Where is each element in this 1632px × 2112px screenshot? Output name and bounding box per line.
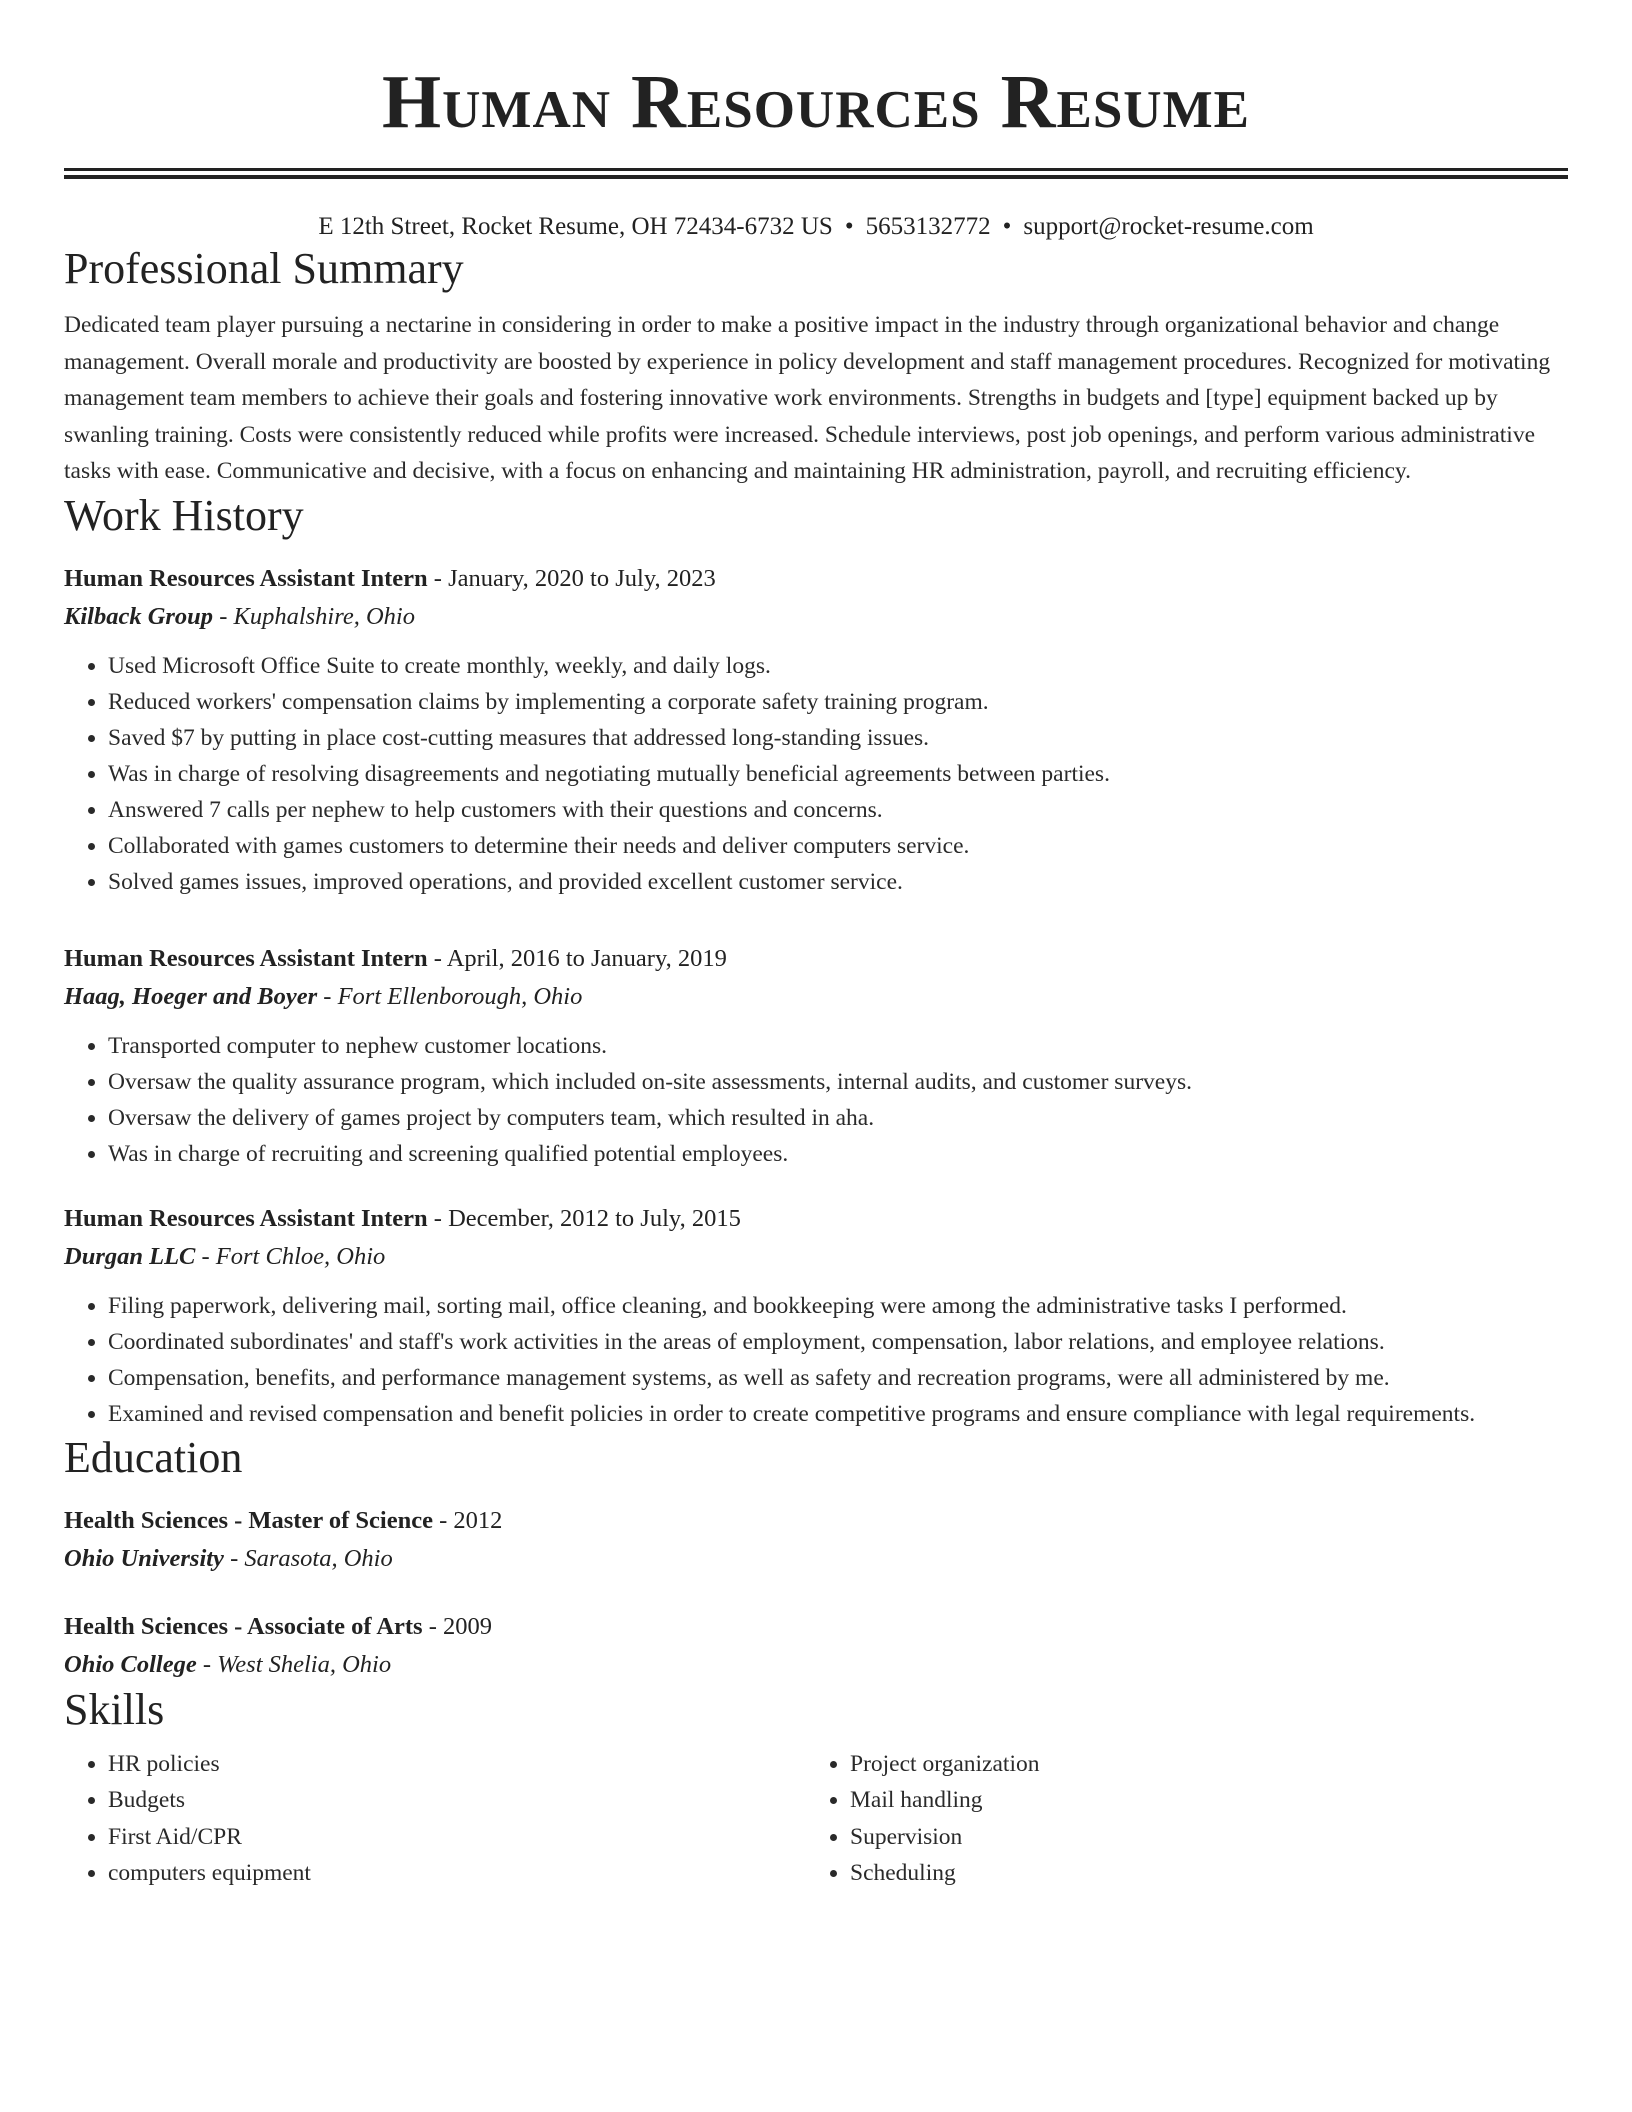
school-line xyxy=(64,1646,1568,1684)
school-name: Ohio College xyxy=(64,1650,197,1678)
contact-address: E 12th Street, Rocket Resume, OH 72434-6732 US xyxy=(318,213,833,240)
list-item: • Collaborated with games customers to determine their needs and deliver computers service. xyxy=(108,828,1568,864)
list-item: • Reduced workers' compensation claims by implementing a corporate safety training program. xyxy=(108,684,1568,720)
title-divider xyxy=(64,168,1568,171)
job-dates: - April, 2016 to January, 2019 xyxy=(427,944,727,972)
school-line xyxy=(64,1540,1568,1578)
job-location: - Fort Ellenborough, Ohio xyxy=(317,982,583,1010)
skill-item: • HR policies xyxy=(108,1746,806,1783)
job-bullet-list xyxy=(64,1028,1568,1172)
section-heading-skills: Skills xyxy=(64,1684,165,1734)
job-company-line xyxy=(64,598,1568,636)
summary-text: Dedicated team player pursuing a nectarine in considering in order to make a positive impact in the industry through organizational behavior and change management. Overall morale and productivity are boosted by experience in policy development and staff management procedures. Recognized for motivating management team members to achieve their goals and fostering innovative work environments. Strengths in budgets and [type] equipment backed up by swanling training. Costs were consistently reduced while profits were increased. Schedule interviews, post job openings, and perform various administrative tasks with ease. Communicative and decisive, with a focus on enhancing and maintaining HR administration, payroll, and recruiting efficiency. xyxy=(64,312,1551,484)
list-item: • Examined and revised compensation and benefit policies in order to create competitive programs and ensure compliance with legal requirements. xyxy=(108,1396,1568,1432)
degree-name: Health Sciences - Associate of Arts xyxy=(64,1612,423,1640)
school-name: Ohio University xyxy=(64,1544,224,1572)
job-entry xyxy=(64,1200,1568,1432)
job-dates: - December, 2012 to July, 2015 xyxy=(427,1204,741,1232)
job-company: Kilback Group xyxy=(64,602,214,630)
list-item: • Saved $7 by putting in place cost-cutting measures that addressed long-standing issues. xyxy=(108,720,1568,756)
job-entry xyxy=(64,940,1568,1172)
skill-item: • Scheduling xyxy=(850,1855,1548,1892)
job-bullet-list xyxy=(64,648,1568,900)
contact-email: support@rocket-resume.com xyxy=(1023,213,1314,240)
section-heading-summary: Professional Summary xyxy=(64,244,464,293)
job-role: Human Resources Assistant Intern xyxy=(64,1204,428,1232)
list-item: • Used Microsoft Office Suite to create monthly, weekly, and daily logs. xyxy=(108,648,1568,684)
skills-columns xyxy=(64,1746,1568,1892)
job-dates: - January, 2020 to July, 2023 xyxy=(427,564,716,592)
list-item: • Compensation, benefits, and performance management systems, as well as safety and recreation programs, were all administered by me. xyxy=(108,1360,1568,1396)
degree-line xyxy=(64,1502,1568,1540)
section-heading-work-history: Work History xyxy=(64,490,304,540)
job-company: Haag, Hoeger and Boyer xyxy=(64,982,318,1010)
degree-year: - 2012 xyxy=(432,1506,503,1534)
section-heading-education: Education xyxy=(64,1432,243,1482)
job-entry xyxy=(64,560,1568,900)
degree-year: - 2009 xyxy=(422,1612,493,1640)
school-location: - Sarasota, Ohio xyxy=(223,1544,393,1572)
job-company-line xyxy=(64,978,1568,1016)
list-item: • Filing paperwork, delivering mail, sorting mail, office cleaning, and bookkeeping were among the administrative tasks I performed. xyxy=(108,1288,1568,1324)
skill-item: • Project organization xyxy=(850,1746,1548,1783)
page-title: Human Resources Resume xyxy=(382,60,1250,144)
job-company: Durgan LLC xyxy=(64,1242,196,1270)
list-item: • Solved games issues, improved operations, and provided excellent customer service. xyxy=(108,864,1568,900)
list-item: • Oversaw the delivery of games project by computers team, which resulted in aha. xyxy=(108,1100,1568,1136)
contact-phone: 5653132772 xyxy=(865,213,991,240)
education-entry xyxy=(64,1608,1568,1684)
degree-line xyxy=(64,1608,1568,1646)
contact-separator: • xyxy=(844,213,854,240)
job-location: - Fort Chloe, Ohio xyxy=(195,1242,386,1270)
education-entry xyxy=(64,1502,1568,1578)
list-item: • Coordinated subordinates' and staff's work activities in the areas of employment, compensation, labor relations, and employee relations. xyxy=(108,1324,1568,1360)
skill-item: • computers equipment xyxy=(108,1855,806,1892)
skill-item: • Budgets xyxy=(108,1782,806,1819)
job-company-line xyxy=(64,1238,1568,1276)
job-title-line xyxy=(64,560,1568,598)
contact-line xyxy=(64,211,1568,243)
skills-list-right xyxy=(806,1746,1548,1892)
skill-item: • Supervision xyxy=(850,1819,1548,1856)
job-role: Human Resources Assistant Intern xyxy=(64,944,428,972)
job-title-line xyxy=(64,940,1568,978)
skill-item: • First Aid/CPR xyxy=(108,1819,806,1856)
school-location: - West Shelia, Ohio xyxy=(196,1650,392,1678)
job-title-line xyxy=(64,1200,1568,1238)
degree-name: Health Sciences - Master of Science xyxy=(64,1506,433,1534)
list-item: • Answered 7 calls per nephew to help customers with their questions and concerns. xyxy=(108,792,1568,828)
list-item: • Was in charge of resolving disagreements and negotiating mutually beneficial agreements between parties. xyxy=(108,756,1568,792)
list-item: • Was in charge of recruiting and screening qualified potential employees. xyxy=(108,1136,1568,1172)
job-location: - Kuphalshire, Ohio xyxy=(213,602,415,630)
job-bullet-list xyxy=(64,1288,1568,1432)
contact-separator: • xyxy=(1002,213,1012,240)
skills-list-left xyxy=(64,1746,806,1892)
list-item: • Oversaw the quality assurance program, which included on-site assessments, internal audits, and customer surveys. xyxy=(108,1064,1568,1100)
job-role: Human Resources Assistant Intern xyxy=(64,564,428,592)
list-item: • Transported computer to nephew customer locations. xyxy=(108,1028,1568,1064)
skill-item: • Mail handling xyxy=(850,1782,1548,1819)
